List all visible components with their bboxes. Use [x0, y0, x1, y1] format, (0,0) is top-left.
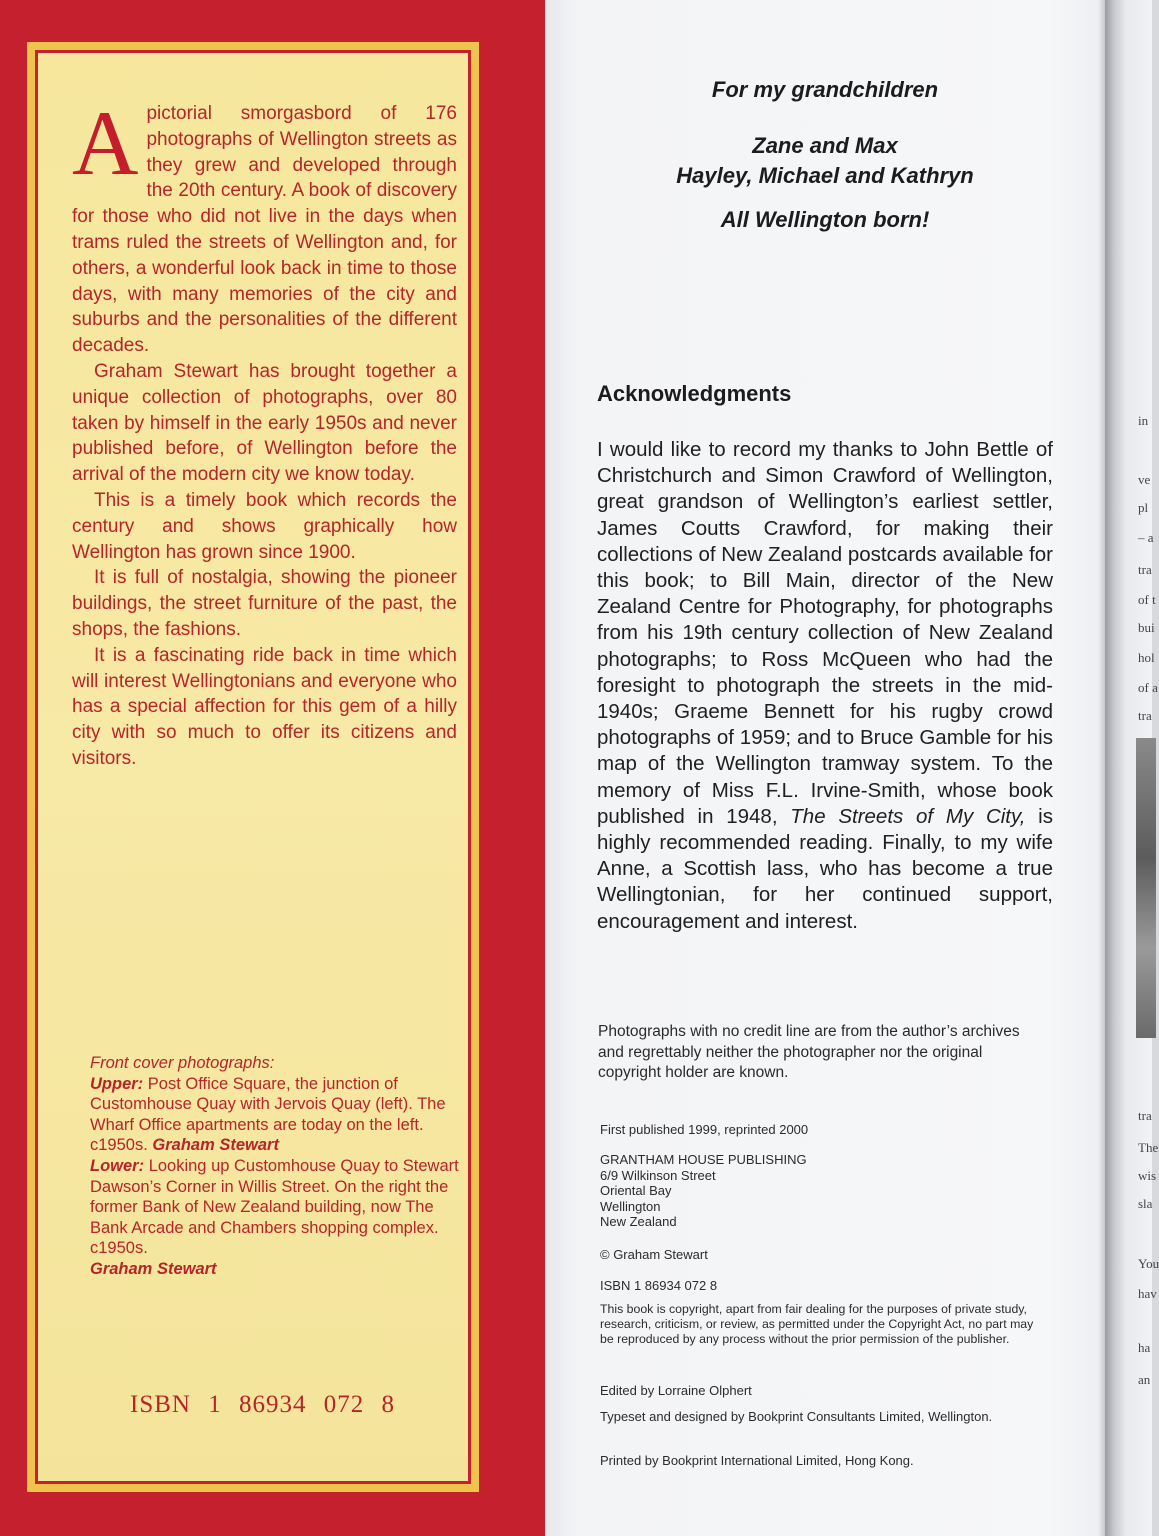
next-page-fragment: sla — [1138, 1196, 1153, 1211]
blurb-paragraph: It is full of nostalgia, showing the pioneer buildings, the street furniture of the past, the shops, the fashions. — [72, 567, 457, 640]
printer-credit: Printed by Bookprint International Limited, Hong Kong. — [600, 1453, 914, 1468]
dedication-line: For my grandchildren — [711, 77, 939, 102]
flap-blurb — [72, 92, 457, 772]
credit-upper-text: Post Office Square, the junction of Customhouse Quay with Jervois Quay (left). The Wharf Office apartments are today on the left. c1950s. — [90, 1074, 446, 1155]
next-page-fragment: tra — [1138, 1108, 1152, 1123]
blurb-paragraph: Apictorial smorgasbord of 176 photographs of Wellington streets as they grew and developed through the 20th century. A book of discovery for those who did not live in the days when trams ruled the streets of Wellington and, for others, a wonderful look back in time to those days, with many memories of the city and suburbs and the personalities of the different decades. — [72, 92, 457, 357]
photo-credit-note: Photographs with no credit line are from the author’s archives and regrettably neither the photographer nor the original copyright holder are known. — [598, 1023, 1020, 1081]
next-page-fragment: You — [1138, 1256, 1159, 1271]
acknowledgments-text: I would like to record my thanks to John Bettle of Christchurch and Simon Crawford of Wellington, great grandson of Wellington’s earliest settler, James Coutts Crawford, for making their collections of New Zealand postcards available for this book; to Bill Main, director of the New Zealand Centre for Photography, for photographs from his 19th century collection of New Zealand photographs; to Ross McQueen who had the foresight to photograph the streets in the mid-1940s; Graeme Bennett for his rugby crowd photographs of 1959; and to Bruce Gamble for his map of the Wellington tramway system. To the memory of Miss F.L. Irvine-Smith, whose book published in 1948, The Streets of My City, is highly recommended reading. Finally, to my wife Anne, a Scottish lass, who has become a true Wellingtonian, for her continued support, encouragement and interest. — [597, 438, 1053, 933]
dedication-line: Zane and Max — [752, 133, 898, 158]
blurb-paragraph: It is a fascinating ride back in time which will interest Wellingtonians and everyone who has a special affection for this gem of a hilly city with so much to offer its citizens and visitors. — [72, 644, 457, 769]
publisher-address — [600, 1152, 807, 1230]
next-page-fragment: – a — [1138, 530, 1154, 545]
acknowledgments-heading: Acknowledgments — [597, 381, 792, 406]
page-isbn: ISBN 1 86934 072 8 — [600, 1278, 718, 1293]
next-page-fragment: bui — [1138, 620, 1155, 635]
credit-upper — [90, 1074, 460, 1156]
title-verso-page — [545, 0, 1105, 1536]
publisher-country: New Zealand — [600, 1214, 677, 1230]
drop-cap: A — [72, 92, 139, 194]
next-page-fragment: tra — [1138, 562, 1152, 577]
publisher-city: Wellington — [600, 1198, 661, 1214]
flap-isbn: ISBN 1 86934 072 8 — [130, 1391, 395, 1418]
editor-credit: Edited by Lorraine Olphert — [600, 1383, 752, 1398]
next-page-fragment: ha — [1138, 1340, 1151, 1355]
credit-lower-text: Looking up Customhouse Quay to Stewart Dawson’s Corner in Willis Street. On the right the former Bank of New Zealand building, now The Bank Arcade and Chambers shopping complex. c1950s. — [90, 1156, 459, 1258]
dedication — [545, 76, 1105, 233]
credit-upper-photographer: Graham Stewart — [152, 1136, 279, 1155]
next-page-fragment: tra — [1138, 708, 1152, 723]
flap-text-panel — [38, 53, 468, 1481]
blurb-paragraph: This is a timely book which records the century and shows graphically how Wellington has grown since 1900. — [72, 489, 457, 563]
copyright-notice: This book is copyright, apart from fair dealing for the purposes of private study, research, criticism, or review, as permitted under the Copyright Act, no part may be reproduced by any process without the prior permission of the publisher. — [600, 1302, 1034, 1346]
publication-history: First published 1999, reprinted 2000 — [600, 1122, 809, 1137]
credit-lower-photographer: Graham Stewart — [90, 1259, 217, 1278]
book-title-reference: The Streets of My City, — [790, 804, 1026, 828]
next-page-fragment: pl — [1138, 500, 1149, 515]
credit-upper-label: Upper: — [90, 1074, 144, 1093]
credits-heading: Front cover photographs: — [90, 1054, 275, 1072]
next-page-fragment: an — [1138, 1372, 1151, 1387]
publisher-name: GRANTHAM HOUSE PUBLISHING — [600, 1152, 807, 1167]
dedication-line: All Wellington born! — [720, 207, 930, 232]
next-page-fragment: hav — [1138, 1286, 1157, 1301]
next-page-fragment: ve — [1138, 472, 1151, 487]
publisher-suburb: Oriental Bay — [600, 1183, 672, 1199]
next-page-fragment: in — [1138, 413, 1149, 428]
book-back-flap — [0, 0, 545, 1536]
next-page-fragment: wis — [1138, 1168, 1157, 1183]
copyright-line: © Graham Stewart — [600, 1247, 708, 1262]
dedication-line: Hayley, Michael and Kathryn — [676, 163, 974, 188]
cover-photo-credits — [90, 1053, 460, 1280]
next-page-fragment: of a — [1138, 680, 1158, 695]
typesetter-credit: Typeset and designed by Bookprint Consultants Limited, Wellington. — [600, 1409, 993, 1424]
next-page-fragment: hol — [1138, 650, 1155, 665]
publisher-street: 6/9 Wilkinson Street — [600, 1167, 716, 1183]
next-page-fragment: The — [1138, 1140, 1159, 1155]
next-page-photo-edge — [1136, 738, 1156, 1038]
flap-gold-border — [27, 42, 479, 1492]
credit-lower-label: Lower: — [90, 1156, 145, 1175]
credit-lower — [90, 1156, 460, 1280]
next-page-fragment: of t — [1138, 592, 1156, 607]
blurb-paragraph: Graham Stewart has brought together a unique collection of photographs, over 80 taken by himself in the early 1950s and never published before, of Wellington before the arrival of the modern city we know today. — [72, 360, 457, 486]
flap-red-border — [35, 50, 471, 1484]
